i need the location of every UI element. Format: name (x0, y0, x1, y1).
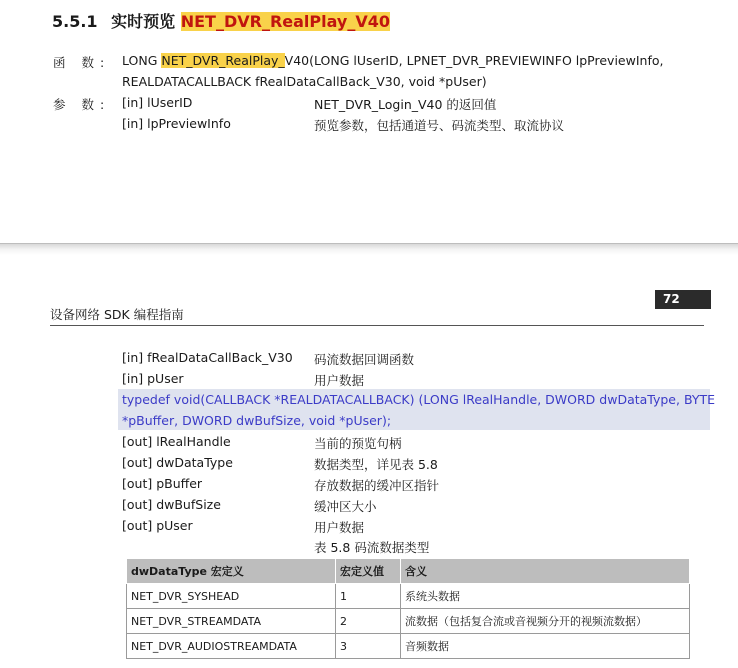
param-name: [out] pBuffer (122, 476, 203, 491)
table-cell: 1 (336, 584, 401, 609)
table-cell: 流数据（包括复合流或音视频分开的视频流数据） (401, 609, 690, 634)
page-number: 72 (655, 290, 711, 309)
param-desc: 数据类型，详见表 5.8 (314, 457, 438, 472)
section-function-name: NET_DVR_RealPlay_V40 (180, 12, 390, 31)
param-name: [out] dwDataType (122, 455, 233, 470)
table-cell: 3 (336, 634, 401, 659)
param-desc: 码流数据回调函数 (314, 352, 415, 367)
table-row (127, 584, 690, 609)
signature-return-type: LONG (122, 53, 162, 68)
table-cell: 系统头数据 (401, 584, 690, 609)
param-desc: 当前的预览句柄 (314, 436, 402, 451)
table-cell: 音频数据 (401, 634, 690, 659)
header-rule (50, 325, 704, 326)
table-row (127, 634, 690, 659)
param-desc: 缓冲区大小 (314, 499, 377, 514)
table-header-cell: dwDataType 宏定义 (127, 559, 336, 584)
param-name: [out] dwBufSize (122, 497, 221, 512)
param-name: [in] fRealDataCallBack_V30 (122, 350, 293, 365)
param-name: [out] lRealHandle (122, 434, 231, 449)
table-cell: NET_DVR_AUDIOSTREAMDATA (127, 634, 336, 659)
signature-rest: V40(LONG lUserID, LPNET_DVR_PREVIEWINFO lpPreviewInfo, (284, 53, 664, 68)
function-label: 函 数: (53, 55, 111, 70)
table-cell: NET_DVR_SYSHEAD (127, 584, 336, 609)
section-title: 实时预览 (111, 12, 176, 31)
table-header-row (127, 559, 690, 584)
table-row (127, 609, 690, 634)
param-desc: 用户数据 (314, 520, 365, 535)
table-caption: 表 5.8 码流数据类型 (314, 540, 430, 555)
param-desc: NET_DVR_Login_V40 的返回值 (314, 97, 497, 112)
table-cell: NET_DVR_STREAMDATA (127, 609, 336, 634)
param-desc: 存放数据的缓冲区指针 (314, 478, 440, 493)
params-label: 参 数: (53, 97, 111, 112)
table-header-cell: 宏定义值 (336, 559, 401, 584)
section-heading (52, 9, 390, 32)
signature-highlight: NET_DVR_RealPlay_ (161, 53, 285, 68)
param-name: [in] pUser (122, 371, 184, 386)
typedef-line1: typedef void(CALLBACK *REALDATACALLBACK) (LONG lRealHandle, DWORD dwDataType, BYTE (122, 392, 716, 407)
function-signature-line2: REALDATACALLBACK fRealDataCallBack_V30, void *pUser) (122, 74, 487, 89)
section-number: 5.5.1 (52, 12, 98, 31)
page-gap-shadow (0, 244, 738, 262)
param-desc: 用户数据 (314, 373, 365, 388)
function-signature-line1 (122, 53, 663, 68)
param-desc: 预览参数，包括通道号、码流类型、取流协议 (314, 118, 565, 133)
running-title: 设备网络 SDK 编程指南 (50, 307, 184, 322)
table-cell: 2 (336, 609, 401, 634)
table-header-cell: 含义 (401, 559, 690, 584)
data-type-table (126, 558, 690, 659)
param-name: [in] lpPreviewInfo (122, 116, 231, 131)
typedef-line2: *pBuffer, DWORD dwBufSize, void *pUser); (122, 413, 392, 428)
param-name: [out] pUser (122, 518, 193, 533)
param-name: [in] lUserID (122, 95, 193, 110)
